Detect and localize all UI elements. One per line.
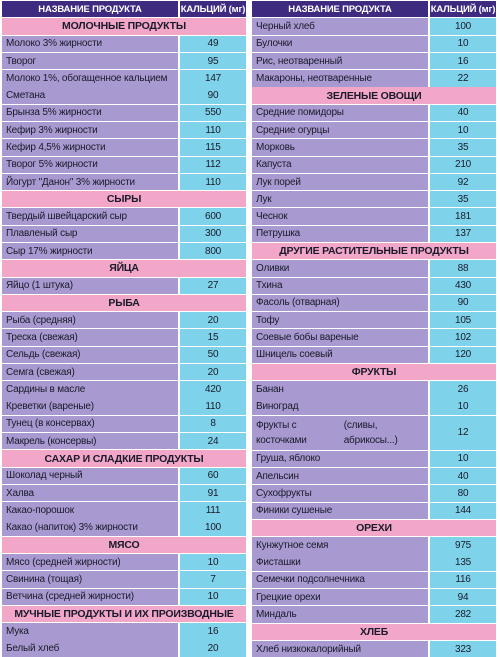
table-row (252, 416, 496, 450)
table-row (252, 503, 496, 519)
table-row (252, 606, 496, 622)
product-name: Морковь (252, 139, 428, 155)
calcium-value: 20 (180, 312, 246, 328)
table-row (2, 502, 246, 518)
calcium-value: 90 (180, 87, 246, 103)
calcium-value: 91 (180, 485, 246, 501)
table-row (2, 70, 246, 86)
product-name: Твердый швейцарский сыр (2, 208, 178, 224)
calcium-value: 10 (180, 589, 246, 605)
table-row (2, 226, 246, 242)
product-name: Кефир 3% жирности (2, 122, 178, 138)
calcium-value: 10 (430, 36, 496, 52)
section-header (252, 520, 496, 536)
calcium-value: 111 (180, 502, 246, 518)
calcium-value: 137 (430, 226, 496, 242)
calcium-value: 135 (430, 554, 496, 570)
calcium-value: 115 (180, 139, 246, 155)
product-name: Тунец (в консервах) (2, 416, 178, 432)
calcium-value: 10 (180, 554, 246, 570)
calcium-value: 210 (430, 157, 496, 173)
section-title: МЯСО (2, 537, 246, 553)
section-title: САХАР И СЛАДКИЕ ПРОДУКТЫ (2, 450, 246, 466)
table-row (252, 260, 496, 276)
section-title: СЫРЫ (2, 191, 246, 207)
table-row (252, 398, 496, 414)
calcium-value: 110 (180, 398, 246, 414)
calcium-value: 975 (430, 537, 496, 553)
calcium-value: 22 (430, 70, 496, 86)
calcium-value: 420 (180, 381, 246, 397)
calcium-value: 282 (430, 606, 496, 622)
product-name: Треска (свежая) (2, 329, 178, 345)
header-name: НАЗВАНИЕ ПРОДУКТА (252, 1, 428, 17)
product-name: Чеснок (252, 208, 428, 224)
section-title: ФРУКТЫ (252, 364, 496, 380)
product-name: Финики сушеные (252, 503, 428, 519)
table-row (2, 243, 246, 259)
section-header (2, 18, 246, 34)
table-row (2, 485, 246, 501)
product-name: Сыр 17% жирности (2, 243, 178, 259)
table-row (2, 640, 246, 656)
calcium-value: 100 (430, 18, 496, 34)
calcium-value: 40 (430, 105, 496, 121)
calcium-value: 26 (430, 381, 496, 397)
table-row (2, 571, 246, 587)
section-header (252, 624, 496, 640)
section-title: ХЛЕБ (252, 624, 496, 640)
calcium-value: 10 (430, 451, 496, 467)
table-row (2, 208, 246, 224)
table-row (252, 208, 496, 224)
table-row (2, 36, 246, 52)
calcium-value: 50 (180, 347, 246, 363)
section-title: ЯЙЦА (2, 260, 246, 276)
calcium-value: 144 (430, 503, 496, 519)
calcium-value: 7 (180, 571, 246, 587)
header-row (252, 1, 496, 17)
calcium-value: 112 (180, 157, 246, 173)
table-row (2, 53, 246, 69)
table-row (2, 519, 246, 535)
calcium-value: 35 (430, 139, 496, 155)
product-name: Капуста (252, 157, 428, 173)
calcium-value: 120 (430, 347, 496, 363)
product-name: Виноград (252, 398, 428, 414)
calcium-value: 88 (430, 260, 496, 276)
table-row (2, 347, 246, 363)
section-title: РЫБА (2, 295, 246, 311)
calcium-value: 600 (180, 208, 246, 224)
table-row (252, 468, 496, 484)
section-title: ОРЕХИ (252, 520, 496, 536)
product-name: Белый хлеб (2, 640, 178, 656)
table-row (2, 312, 246, 328)
product-name: Сметана (2, 87, 178, 103)
product-name: Творог 5% жирности (2, 157, 178, 173)
section-header (2, 450, 246, 466)
table-row (2, 278, 246, 294)
section-title: ДРУГИЕ РАСТИТЕЛЬНЫЕ ПРОДУКТЫ (252, 243, 496, 259)
product-name: Молоко 1%, обогащенное кальцием (2, 70, 178, 86)
calcium-value: 116 (430, 572, 496, 588)
product-name: Оливки (252, 260, 428, 276)
calcium-value: 300 (180, 226, 246, 242)
table-row (2, 122, 246, 138)
product-name: Какао (напиток) 3% жирности (2, 519, 178, 535)
header-value: КАЛЬЦИЙ (мг) (180, 1, 246, 17)
product-name: Ветчина (средней жирности) (2, 589, 178, 605)
calcium-value: 550 (180, 105, 246, 121)
table-row (252, 53, 496, 69)
calcium-value: 110 (180, 122, 246, 138)
product-name: Сардины в масле (2, 381, 178, 397)
product-name: Кунжутное семя (252, 537, 428, 553)
calcium-value: 80 (430, 485, 496, 501)
product-name: Средние огурцы (252, 122, 428, 138)
product-name: Булочки (252, 36, 428, 52)
section-header (2, 606, 246, 622)
table-row (2, 433, 246, 449)
product-name: Какао-порошок (2, 502, 178, 518)
product-name: Кефир 4,5% жирности (2, 139, 178, 155)
right-column (252, 1, 496, 657)
calcium-value: 323 (430, 641, 496, 657)
table-row (2, 87, 246, 103)
table-row (252, 641, 496, 657)
table-row (2, 398, 246, 414)
product-name: Плавленый сыр (2, 226, 178, 242)
product-name: Халва (2, 485, 178, 501)
product-name: Хлеб низкокалорийный (252, 641, 428, 657)
table-row (2, 381, 246, 397)
product-name: Сельдь (свежая) (2, 347, 178, 363)
table-row (2, 105, 246, 121)
product-name: Свинина (тощая) (2, 571, 178, 587)
table-row (2, 157, 246, 173)
product-name: Мука (2, 623, 178, 639)
calcium-value: 15 (180, 329, 246, 345)
table-row (2, 416, 246, 432)
table-row (252, 451, 496, 467)
header-name: НАЗВАНИЕ ПРОДУКТА (2, 1, 178, 17)
table-row (252, 70, 496, 86)
header-row (2, 1, 246, 17)
table-row (252, 589, 496, 605)
product-name: Рыба (средняя) (2, 312, 178, 328)
product-name: Лук (252, 191, 428, 207)
calcium-value: 60 (180, 468, 246, 484)
product-name: Соевые бобы вареные (252, 329, 428, 345)
product-name: Апельсин (252, 468, 428, 484)
product-name: Семга (свежая) (2, 364, 178, 380)
product-name: Фасоль (отварная) (252, 295, 428, 311)
table-row (252, 36, 496, 52)
product-name: Лук порей (252, 174, 428, 190)
product-name: Рис, неотваренный (252, 53, 428, 69)
section-header (2, 260, 246, 276)
table-row (2, 589, 246, 605)
product-name: Фисташки (252, 554, 428, 570)
table-row (252, 122, 496, 138)
table-row (2, 174, 246, 190)
product-name: Черный хлеб (252, 18, 428, 34)
calcium-value: 10 (430, 398, 496, 414)
table-row (252, 226, 496, 242)
product-name: Петрушка (252, 226, 428, 242)
section-header (252, 87, 496, 103)
calcium-value: 20 (180, 640, 246, 656)
table-row (252, 381, 496, 397)
calcium-value: 10 (430, 122, 496, 138)
table-row (252, 191, 496, 207)
section-header (2, 537, 246, 553)
table-row (252, 139, 496, 155)
calcium-value: 40 (430, 468, 496, 484)
product-name: Шницель соевый (252, 347, 428, 363)
product-name: Мясо (средней жирности) (2, 554, 178, 570)
calcium-value: 110 (180, 174, 246, 190)
table-row (252, 157, 496, 173)
section-header (252, 364, 496, 380)
table-row (2, 468, 246, 484)
section-title: ЗЕЛЕНЫЕ ОВОЩИ (252, 87, 496, 103)
product-name-line: Фрукты с косточками (256, 419, 307, 446)
table-row (252, 485, 496, 501)
calcium-value: 95 (180, 53, 246, 69)
calcium-value: 100 (180, 519, 246, 535)
product-name: Креветки (вареные) (2, 398, 178, 414)
table-row (252, 537, 496, 553)
product-name: Молоко 3% жирности (2, 36, 178, 52)
calcium-value: 181 (430, 208, 496, 224)
table-row (252, 18, 496, 34)
table-row (2, 364, 246, 380)
section-header (252, 243, 496, 259)
product-name: Банан (252, 381, 428, 397)
calcium-value: 147 (180, 70, 246, 86)
calcium-value: 12 (430, 416, 496, 450)
product-name: Тхина (252, 278, 428, 294)
calcium-value: 16 (430, 53, 496, 69)
section-title: МУЧНЫЕ ПРОДУКТЫ И ИХ ПРОИЗВОДНЫЕ (2, 606, 246, 622)
product-name: Творог (2, 53, 178, 69)
calcium-value: 20 (180, 364, 246, 380)
calcium-value: 49 (180, 36, 246, 52)
table-row (2, 623, 246, 639)
product-name: Семечки подсолнечника (252, 572, 428, 588)
product-name: Грецкие орехи (252, 589, 428, 605)
product-name: Макрель (консервы) (2, 433, 178, 449)
table-row (252, 347, 496, 363)
table-row (252, 105, 496, 121)
header-value: КАЛЬЦИЙ (мг) (430, 1, 496, 17)
calcium-value: 94 (430, 589, 496, 605)
calcium-value: 90 (430, 295, 496, 311)
calcium-value: 27 (180, 278, 246, 294)
table-row (252, 295, 496, 311)
table-row (252, 329, 496, 345)
table-row (252, 278, 496, 294)
calcium-value: 430 (430, 278, 496, 294)
calcium-value: 35 (430, 191, 496, 207)
product-name: Макароны, неотваренные (252, 70, 428, 86)
left-column (2, 1, 246, 657)
table-row (2, 329, 246, 345)
product-name: Тофу (252, 312, 428, 328)
section-title: МОЛОЧНЫЕ ПРОДУКТЫ (2, 18, 246, 34)
product-name: Брынза 5% жирности (2, 105, 178, 121)
table-row (252, 312, 496, 328)
calcium-value: 24 (180, 433, 246, 449)
calcium-value: 16 (180, 623, 246, 639)
table-row (252, 572, 496, 588)
table-row (2, 139, 246, 155)
calcium-value: 8 (180, 416, 246, 432)
calcium-value: 800 (180, 243, 246, 259)
section-header (2, 191, 246, 207)
product-name: Миндаль (252, 606, 428, 622)
table-row (252, 554, 496, 570)
section-header (2, 295, 246, 311)
product-name: Шоколад черный (2, 468, 178, 484)
calcium-value: 92 (430, 174, 496, 190)
table-row (252, 174, 496, 190)
calcium-value: 105 (430, 312, 496, 328)
product-name: Яйцо (1 штука) (2, 278, 178, 294)
product-name: Средние помидоры (252, 105, 428, 121)
calcium-value: 102 (430, 329, 496, 345)
product-name: Груша, яблоко (252, 451, 428, 467)
table-row (2, 554, 246, 570)
product-name: Йогурт "Данон" 3% жирности (2, 174, 178, 190)
product-name-line: (сливы, абрикосы...) (343, 419, 398, 446)
product-name (252, 416, 428, 450)
product-name: Сухофрукты (252, 485, 428, 501)
